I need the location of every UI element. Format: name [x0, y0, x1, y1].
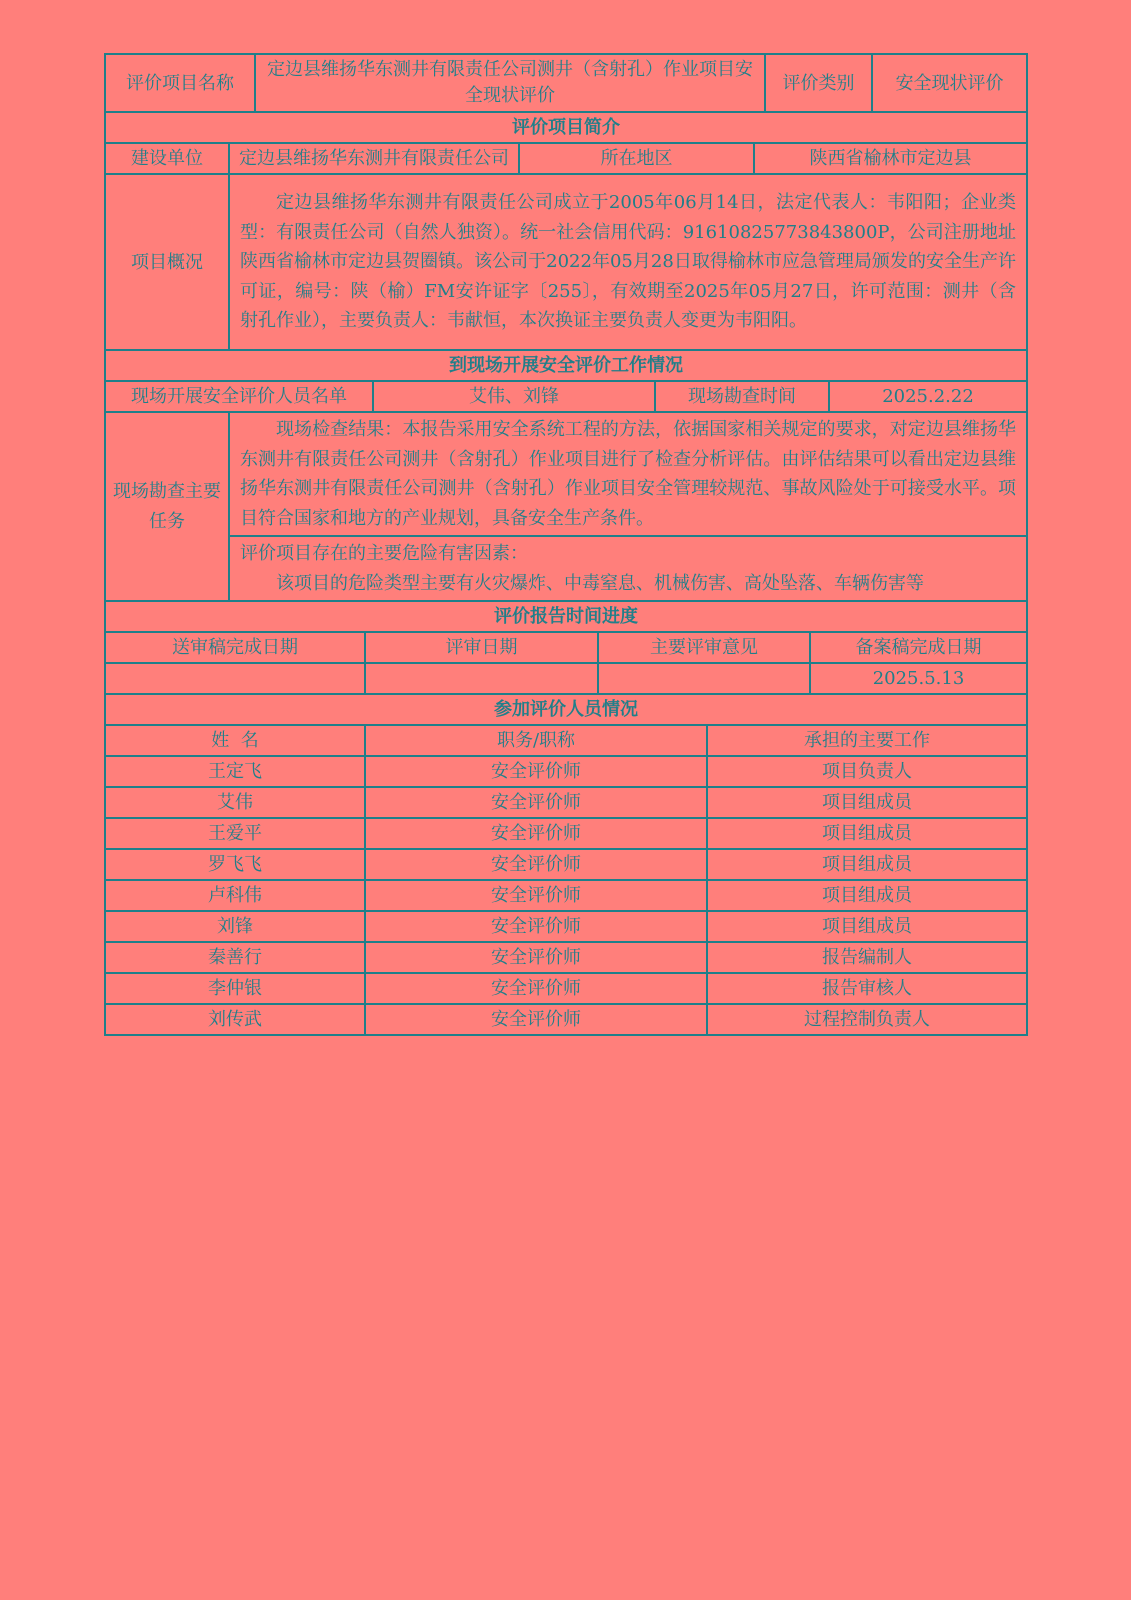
staff-title: 安全评价师: [365, 787, 707, 818]
staff-title: 安全评价师: [365, 973, 707, 1004]
staff-title: 安全评价师: [365, 942, 707, 973]
schedule-header-review: 评审日期: [365, 632, 598, 663]
intro-table: [104, 111, 1028, 351]
table-row: [105, 880, 1027, 911]
intro-section-title: 评价项目简介: [105, 112, 1027, 143]
staff-section-title: 参加评价人员情况: [105, 694, 1027, 725]
staff-work: 项目组成员: [707, 787, 1027, 818]
staff-title: 安全评价师: [365, 911, 707, 942]
table-row: [105, 1004, 1027, 1035]
schedule-value-filing: 2025.5.13: [810, 663, 1027, 694]
staff-name: 卢科伟: [105, 880, 365, 911]
builder-label: 建设单位: [105, 143, 229, 174]
staff-work: 报告编制人: [707, 942, 1027, 973]
schedule-header-filing: 备案稿完成日期: [810, 632, 1027, 663]
region-label: 所在地区: [519, 143, 754, 174]
table-row: [105, 973, 1027, 1004]
staff-header-title: 职务/职称: [365, 725, 707, 756]
staff-work: 报告审核人: [707, 973, 1027, 1004]
schedule-header-opinion: 主要评审意见: [598, 632, 810, 663]
onsite-table: [104, 349, 1028, 602]
schedule-value-opinion: [598, 663, 810, 694]
staff-name: 罗飞飞: [105, 849, 365, 880]
staff-title: 安全评价师: [365, 756, 707, 787]
onsite-time-value: 2025.2.22: [829, 381, 1027, 412]
schedule-section-title: 评价报告时间进度: [105, 601, 1027, 632]
staff-name: 秦善行: [105, 942, 365, 973]
staff-work: 项目负责人: [707, 756, 1027, 787]
staff-title: 安全评价师: [365, 1004, 707, 1035]
builder-value: 定边县维扬华东测井有限责任公司: [229, 143, 519, 174]
staff-work: 项目组成员: [707, 911, 1027, 942]
project-type-label: 评价类别: [765, 54, 872, 112]
table-row: [105, 787, 1027, 818]
onsite-task-label: 现场勘查主要任务: [105, 412, 229, 601]
table-row: [105, 818, 1027, 849]
table-row: [105, 756, 1027, 787]
table-row: [105, 942, 1027, 973]
staff-work: 项目组成员: [707, 880, 1027, 911]
schedule-value-submit: [105, 663, 365, 694]
staff-name: 王定飞: [105, 756, 365, 787]
staff-title: 安全评价师: [365, 849, 707, 880]
hazard-cell: [229, 536, 1027, 601]
hazard-title: 评价项目存在的主要危险有害因素：: [240, 543, 528, 564]
staff-header-work: 承担的主要工作: [707, 725, 1027, 756]
staff-work: 过程控制负责人: [707, 1004, 1027, 1035]
project-name-label: 评价项目名称: [105, 54, 255, 112]
onsite-staff-value: 艾伟、刘锋: [373, 381, 655, 412]
table-row: [105, 849, 1027, 880]
overview-text: 定边县维扬华东测井有限责任公司成立于2005年06月14日，法定代表人：韦阳阳；企业类型：有限责任公司（自然人独资）。统一社会信用代码：91610825773843800P，公司注册地址陕西省榆林市定边县贺圈镇。该公司于2022年05月28日取得榆林市应急管理局颁发的安全生产许可证，编号：陕（榆）FM安许证字〔255〕，有效期至2025年05月27日，许可范围：测井（含射孔作业），主要负责人：韦献恒，本次换证主要负责人变更为韦阳阳。: [229, 174, 1027, 350]
onsite-section-title: 到现场开展安全评价工作情况: [105, 350, 1027, 381]
table-row: [105, 911, 1027, 942]
staff-name: 刘传武: [105, 1004, 365, 1035]
hazard-text: 该项目的危险类型主要有火灾爆炸、中毒窒息、机械伤害、高处坠落、车辆伤害等: [276, 572, 924, 594]
staff-name: 李仲银: [105, 973, 365, 1004]
project-type-value: 安全现状评价: [872, 54, 1027, 112]
header-table: [104, 53, 1028, 113]
staff-work: 项目组成员: [707, 849, 1027, 880]
onsite-staff-label: 现场开展安全评价人员名单: [105, 381, 373, 412]
schedule-header-submit: 送审稿完成日期: [105, 632, 365, 663]
onsite-time-label: 现场勘查时间: [655, 381, 829, 412]
staff-title: 安全评价师: [365, 818, 707, 849]
staff-title: 安全评价师: [365, 880, 707, 911]
region-value: 陕西省榆林市定边县: [754, 143, 1027, 174]
schedule-table: [104, 600, 1028, 695]
onsite-result-text: 现场检查结果：本报告采用安全系统工程的方法，依据国家相关规定的要求，对定边县维扬华东测井有限责任公司测井（含射孔）作业项目进行了检查分析评估。由评估结果可以看出定边县维扬华东测井有限责任公司测井（含射孔）作业项目安全管理较规范、事故风险处于可接受水平。项目符合国家和地方的产业规划，具备安全生产条件。: [229, 412, 1027, 536]
overview-label: 项目概况: [105, 174, 229, 350]
staff-table: [104, 693, 1028, 1036]
staff-name: 艾伟: [105, 787, 365, 818]
evaluation-info-sheet: [104, 53, 1026, 1036]
staff-work: 项目组成员: [707, 818, 1027, 849]
schedule-value-review: [365, 663, 598, 694]
staff-name: 刘锋: [105, 911, 365, 942]
project-name-value: 定边县维扬华东测井有限责任公司测井（含射孔）作业项目安全现状评价: [255, 54, 765, 112]
staff-header-name: 姓 名: [105, 725, 365, 756]
staff-name: 王爱平: [105, 818, 365, 849]
